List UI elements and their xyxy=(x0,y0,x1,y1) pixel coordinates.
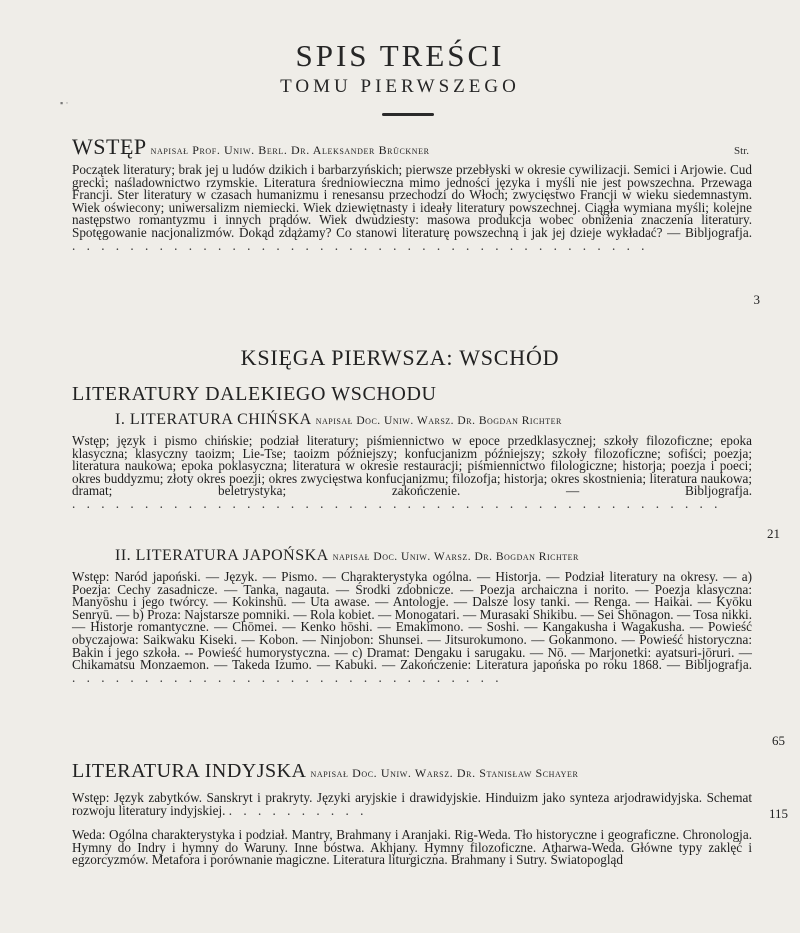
chapter-heading-chinese xyxy=(115,411,562,429)
section-author: napisał Doc. Uniw. Warsz. Dr. Stanisław Schayer xyxy=(310,766,579,780)
page-number: 65 xyxy=(772,733,785,748)
toc-entry-chinese xyxy=(72,435,752,511)
page-title: SPIS TREŚCI xyxy=(295,38,505,73)
section-title: WSTĘP xyxy=(72,134,147,159)
entry-text: Weda: Ogólna charakterystyka i podział. Mantry, Brahmany i Aranjaki. Rig-Weda. Tło historyczne i geograficzne. Chronologja. Hymny do Indry i hymny do Waruny. Inne bóstwa. Akhjany. Hymny filozoficzne. Atharwa-Weda. Główne typy zaklęć i egzorcyzmów. Metafora i porównanie magiczne. Literatura liturgiczna. Brahmany i Sutry. Światopogląd xyxy=(72,827,752,868)
chapter-heading-japanese xyxy=(115,547,579,565)
page-column-label: Str. xyxy=(734,145,749,157)
page-blemish: ▪ · xyxy=(60,98,69,108)
page-number: 3 xyxy=(753,292,760,307)
leader-dots: . . . . . . . . . . . . . . . . . . . . . . . . . . . . . . . . . . . . . . . . . . . . . xyxy=(72,495,722,511)
entry-text: Wstęp: Naród japoński. — Język. — Pismo. — Charakterystyka ogólna. — Historja. — Podział literatury na okresy. — a) Poezja: Cechy zasadnicze. — Tanka, nagauta. — Środki zdobnicze. — Poezja archaiczna i norito. — Poezja klasyczna: Manyōshu i jego twórcy. — Kokinshū. — Uta awase. — Antologje. — Dalsze losy tanki. — Renga. — Haikai. — Kyōku Senryū. — b) Proza: Najstarsze pomniki. — Rola kobiet. — Monogatari. — Murasaki Shikibu. — Sei Shōnagon. — Tosa nikki. — Historje romantyczne. — Chōmei. — Kenko hōshi. — Emakimono. — Soshi. — Kangakusha i Wagakusha. — Powieść obyczajowa: Saikwaku Kiseki. — Kobon. — Ninjobon: Shunsei. — Jitsurokumono. — Gokanmono. — Powieść historyczna: Bakin i jego szkoła. -- Powieść humorystyczna. — c) Dramat: Dengaku i sarugaku. — Nō. — Marjonetki: ayatsuri-jōruri. — Chikamatsu Monzaemon. — Takeda Izumo. — Kabuki. — Zakończenie: Literatura japońska po roku 1868. — Bibljografja. xyxy=(72,569,752,673)
toc-entry-indian-intro xyxy=(72,792,752,817)
book-heading: KSIĘGA PIERWSZA: WSCHÓD xyxy=(240,345,560,370)
leader-dots: . . . . . . . . . . . . . . . . . . . . . . . . . . . . . . xyxy=(72,669,503,685)
section-title: LITERATURA INDYJSKA xyxy=(72,760,307,782)
page-subtitle: TOMU PIERWSZEGO xyxy=(280,76,520,97)
leader-dots: . . . . . . . . . . xyxy=(228,802,368,818)
toc-entry-wstep xyxy=(72,164,752,252)
chapter-author: napisał Doc. Uniw. Warsz. Dr. Bogdan Richter xyxy=(332,551,579,563)
section-heading-wstep xyxy=(72,134,430,160)
title-divider xyxy=(382,113,434,116)
entry-text: Początek literatury; brak jej u ludów dzikich i barbarzyńskich; pierwsze przebłyski w okresie cywilizacji. Semici i Arjowie. Cud grecki; naśladownictwo rzymskie. Literatura średniowieczna mimo jedności języka i myśli nie jest powszechna. Przewaga Francji. Ster literatury w czasach humanizmu i renesansu przechodzi do Włoch; zwycięstwo Francji w wieku siedemnastym. Wiek oświecony; uniwersalizm niemiecki. Wiek dziewiętnasty i ideały literatury powszechnej. Ciągła wymiana myśli; kolejne następstwo romantyzmu i innych prądów. Wiek dwudziesty: masowa produkcja wobec obniżenia znaczenia literatury. Spotęgowanie nacjonalizmów. Dokąd zdążamy? Co stanowi literaturę powszechną i jak jej dzieje wykładać? — Bibljografja. xyxy=(72,162,752,240)
chapter-author: napisał Doc. Uniw. Warsz. Dr. Bogdan Richter xyxy=(315,415,562,427)
group-heading: LITERATURY DALEKIEGO WSCHODU xyxy=(72,383,437,405)
chapter-title: II. LITERATURA JAPOŃSKA xyxy=(115,547,329,564)
toc-entry-japanese xyxy=(72,571,752,684)
section-author: napisał Prof. Uniw. Berl. Dr. Aleksander Brückner xyxy=(150,143,430,157)
toc-entry-indian-weda xyxy=(72,829,752,867)
leader-dots: . . . . . . . . . . . . . . . . . . . . . . . . . . . . . . . . . . . . . . . . xyxy=(72,237,649,253)
page-number: 21 xyxy=(767,526,780,541)
section-heading-indian xyxy=(72,760,578,783)
entry-text: Wstęp: Język zabytków. Sanskryt i prakryty. Języki aryjskie i drawidyjskie. Hinduizm jako synteza arjodrawidyjska. Schemat rozwoju literatury indyjskiej. xyxy=(72,790,752,818)
page-number: 115 xyxy=(768,806,788,821)
chapter-title: I. LITERATURA CHIŃSKA xyxy=(115,411,312,428)
entry-text: Wstęp; język i pismo chińskie; podział literatury; piśmiennictwo w epoce przedklasycznej; szkoły filozoficzne; epoka klasyczna; klasyczny taoizm; Lie-Tse; taoizm późniejszy; konfucjanizm późniejszy; szkoły filozoficzne; sofiści; poezja; literatura naukowa; epoka poklasyczna; literatura w okresie restauracji; piśmiennictwo filologiczne; historja; poezja i poeci; okres buddyzmu; złoty okres poezji; okres zwycięstwa konfucjanizmu; filozofja; historja; okres skostnienia; literatura naukowa; dramat; beletrystyka; zakończenie. — Bibljografja. xyxy=(72,433,752,499)
